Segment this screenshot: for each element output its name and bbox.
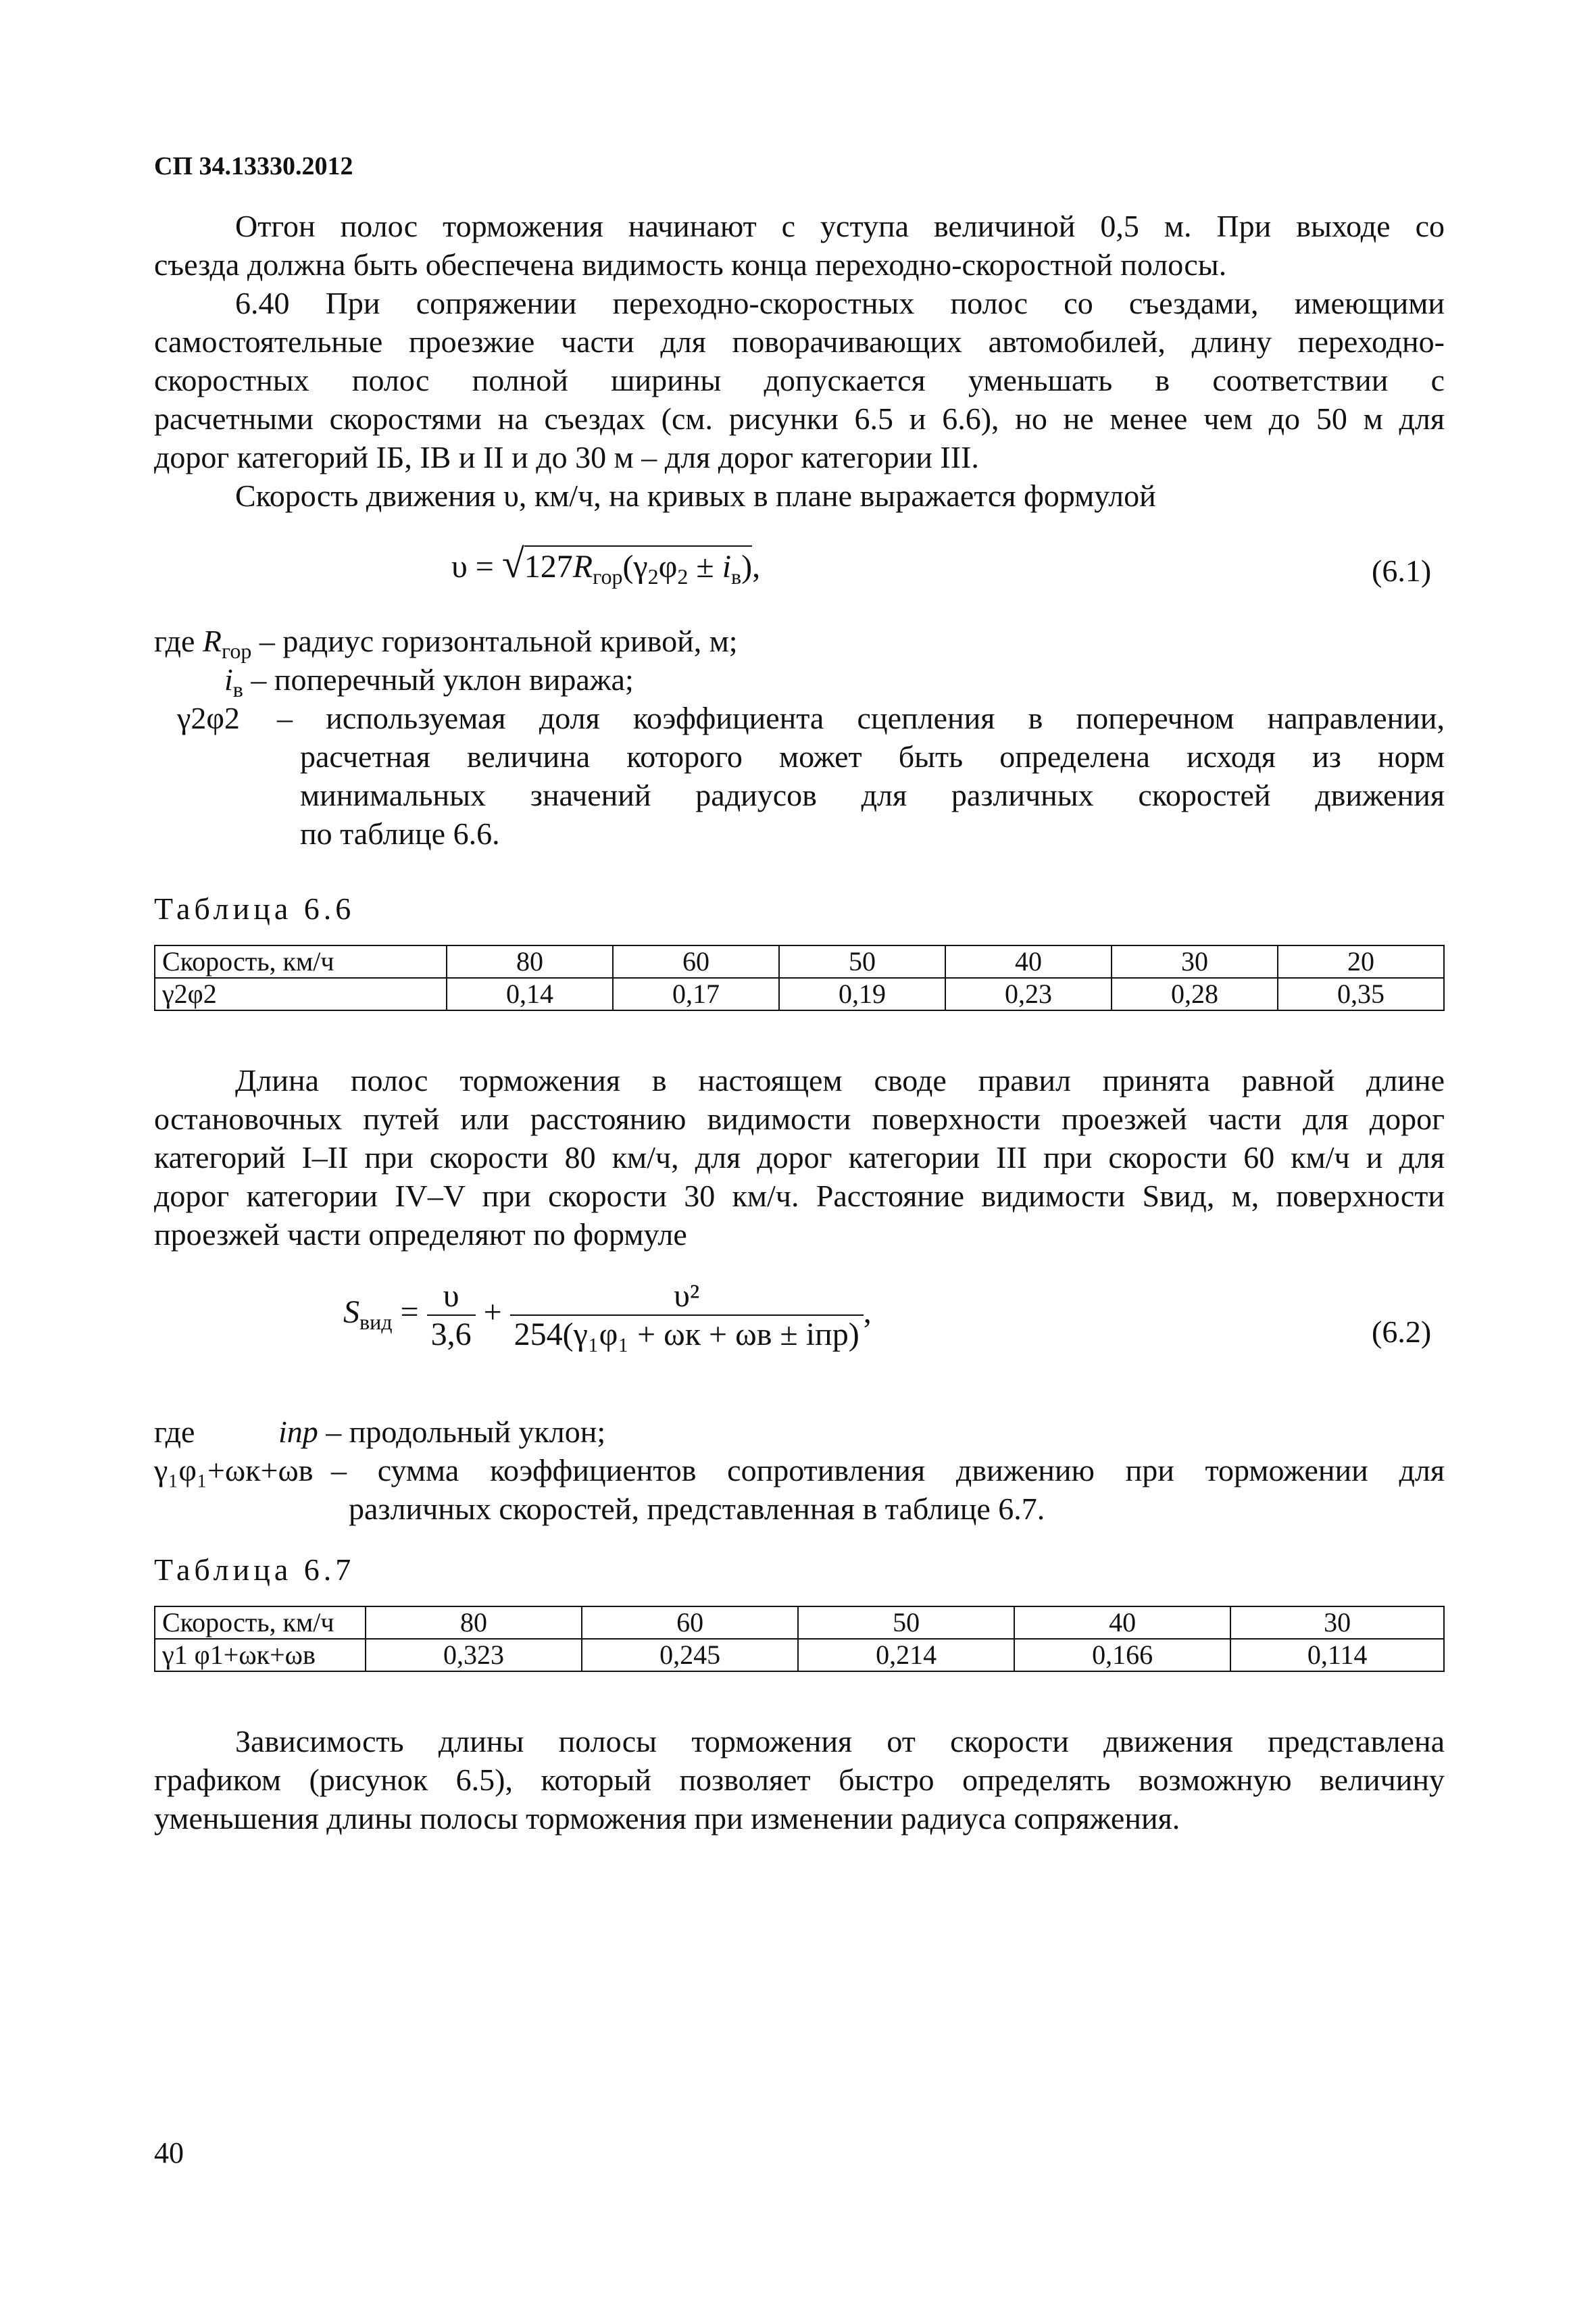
definition-text: – продольный уклон; <box>326 1414 606 1449</box>
where-word: где <box>154 624 195 658</box>
numerator: υ <box>427 1277 476 1316</box>
text-line: остановочных путей или расстоянию видимости поверхности проезжей части для дорог <box>154 1102 1445 1136</box>
table-cell: 40 <box>945 945 1112 978</box>
paragraph-ramp-exit <box>154 207 1445 284</box>
phi-symbol: φ <box>658 549 678 585</box>
definition-where: где <box>154 1414 195 1449</box>
text-line: проезжей части определяют по формуле <box>154 1217 687 1252</box>
text-line: графиком (рисунок 6.5), который позволяет быстро определять возможную величину <box>154 1763 1445 1797</box>
table-cell: 0,166 <box>1014 1639 1230 1671</box>
table-cell: 60 <box>582 1606 798 1639</box>
definition-sum <box>331 1451 1445 1528</box>
paragraph-speed-formula-intro <box>154 476 1445 515</box>
table-cell: 0,17 <box>613 978 779 1010</box>
fraction-speed <box>427 1277 476 1353</box>
numerator: υ² <box>510 1277 864 1316</box>
text-line: Отгон полос торможения начинают с уступа величиной 0,5 м. При выходе со <box>235 209 1445 243</box>
distance-symbol: S <box>343 1294 359 1331</box>
slope-symbol: i <box>722 549 732 585</box>
table-row <box>155 1606 1444 1639</box>
table-cell: 40 <box>1014 1606 1230 1639</box>
table-6-6-caption: Таблица 6.6 <box>154 891 355 926</box>
text-line: по таблице 6.6. <box>300 816 500 851</box>
table-row <box>155 945 1444 978</box>
table-cell: γ1 φ1+ωк+ωв <box>155 1639 366 1671</box>
equation-number-6-1: (6.1) <box>1372 553 1432 588</box>
formula-lhs: υ = <box>451 549 494 585</box>
radius-symbol: R <box>572 549 593 585</box>
table-cell: 20 <box>1278 945 1444 978</box>
long-slope-symbol: iпр <box>278 1414 318 1449</box>
text-line: скоростных полос полной ширины допускается уменьшать в соответствии с <box>154 363 1445 397</box>
radicand <box>524 545 752 589</box>
paragraph-6-40 <box>154 284 1445 476</box>
text-line: минимальных значений радиусов для различных скоростей движения <box>300 778 1445 812</box>
definition-text: – радиус горизонтальной кривой, м; <box>251 624 738 658</box>
slope-subscript: в <box>232 677 243 701</box>
text-line: категорий I–II при скорости 80 км/ч, для дорог категории III при скорости 60 км/ч и для <box>154 1140 1445 1175</box>
text-line: Зависимость длины полосы торможения от скорости движения представлена <box>235 1724 1445 1758</box>
text-line: дорог категории IV–V при скорости 30 км/ч. Расстояние видимости Sвид, м, поверхности <box>154 1179 1445 1213</box>
definition-sum-symbol: γ₁φ₁+ωк+ωв <box>154 1453 314 1487</box>
denominator: 254(γ₁φ₁ + ωк + ωв ± iпр) <box>514 1316 859 1352</box>
table-cell: 0,35 <box>1278 978 1444 1010</box>
paren-open: (γ <box>622 549 648 585</box>
text-line: Длина полос торможения в настоящем своде правил принята равной длине <box>235 1063 1445 1098</box>
table-cell: 0,214 <box>798 1639 1014 1671</box>
sqrt-sign: √ <box>501 541 524 586</box>
table-cell: 80 <box>447 945 613 978</box>
phi-subscript: 2 <box>677 564 689 589</box>
table-cell: 0,14 <box>447 978 613 1010</box>
definition-long-slope <box>278 1412 605 1451</box>
definition-gamma-phi-symbol: γ2φ2 <box>177 701 240 735</box>
definition-gamma-phi <box>277 699 1445 853</box>
text-line: – используемая доля коэффициента сцепления в поперечном направлении, <box>277 701 1445 735</box>
table-6-6 <box>154 945 1445 1011</box>
table-cell: 0,19 <box>779 978 945 1010</box>
plus-minus: ± <box>688 549 722 585</box>
text-line: – сумма коэффициентов сопротивления движению при торможении для <box>331 1453 1445 1487</box>
table-6-7 <box>154 1606 1445 1672</box>
table-cell: Скорость, км/ч <box>155 1606 366 1639</box>
table-cell: 0,114 <box>1230 1639 1444 1671</box>
table-cell: 0,23 <box>945 978 1112 1010</box>
table-6-7-caption: Таблица 6.7 <box>154 1552 355 1587</box>
text-line: Скорость движения υ, км/ч, на кривых в плане выражается формулой <box>235 478 1156 513</box>
fraction-braking <box>510 1277 864 1353</box>
equals-sign: = <box>400 1294 419 1331</box>
slope-subscript: в <box>731 564 742 589</box>
page-number: 40 <box>154 2136 184 2169</box>
document-code: СП 34.13330.2012 <box>154 152 353 180</box>
formula-6-2 <box>343 1277 872 1353</box>
slope-symbol: i <box>224 662 233 697</box>
paragraph-graph-reference <box>154 1722 1445 1838</box>
table-cell: 60 <box>613 945 779 978</box>
radius-symbol: R <box>202 624 222 658</box>
denominator: 3,6 <box>430 1316 472 1352</box>
table-cell: 0,28 <box>1112 978 1278 1010</box>
paren-close: ) <box>741 549 753 585</box>
formula-comma: , <box>863 1294 872 1331</box>
distance-subscript: вид <box>359 1310 393 1335</box>
text-line: самостоятельные проезжие части для поворачивающих автомобилей, длину переходно- <box>154 324 1445 359</box>
text-line: дорог категорий IБ, IВ и II и до 30 м – для дорог категории III. <box>154 440 979 474</box>
text-line: расчетными скоростями на съездах (см. рисунки 6.5 и 6.6), но не менее чем до 50 м для <box>154 401 1445 436</box>
table-cell: γ2φ2 <box>155 978 447 1010</box>
paragraph-braking-length <box>154 1061 1445 1254</box>
table-row <box>155 978 1444 1010</box>
table-cell: 0,245 <box>582 1639 798 1671</box>
text-line: различных скоростей, представленная в таблице 6.7. <box>349 1492 1045 1526</box>
table-cell: 50 <box>779 945 945 978</box>
table-cell: 0,323 <box>366 1639 582 1671</box>
table-row <box>155 1639 1444 1671</box>
table-cell: Скорость, км/ч <box>155 945 447 978</box>
table-cell: 30 <box>1112 945 1278 978</box>
plus-sign: + <box>483 1294 502 1331</box>
gamma-subscript: 2 <box>647 564 659 589</box>
formula-comma: , <box>752 549 761 585</box>
equation-number-6-2: (6.2) <box>1372 1314 1432 1349</box>
table-cell: 80 <box>366 1606 582 1639</box>
coefficient: 127 <box>524 549 573 585</box>
radius-subscript: гор <box>593 564 623 589</box>
table-cell: 30 <box>1230 1606 1444 1639</box>
table-cell: 50 <box>798 1606 1014 1639</box>
text-line: расчетная величина которого может быть определена исходя из норм <box>300 739 1445 774</box>
definition-text: – поперечный уклон виража; <box>243 662 634 697</box>
text-line: уменьшения длины полосы торможения при изменении радиуса сопряжения. <box>154 1801 1180 1836</box>
text-line: съезда должна быть обеспечена видимость конца переходно-скоростной полосы. <box>154 247 1227 282</box>
radius-subscript: гор <box>222 639 252 663</box>
formula-6-1 <box>451 541 760 589</box>
text-line: 6.40 При сопряжении переходно-скоростных полос со съездами, имеющими <box>235 286 1445 320</box>
